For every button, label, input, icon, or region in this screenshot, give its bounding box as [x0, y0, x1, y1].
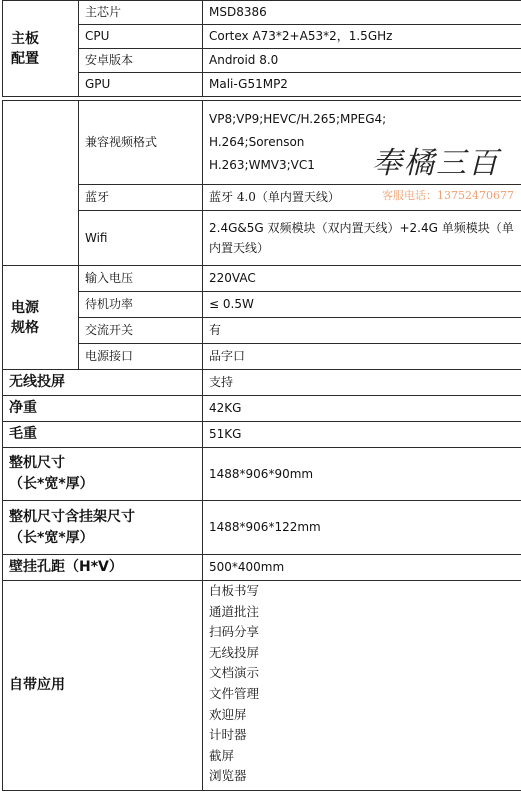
board-config-category: 主板 配置 — [3, 1, 79, 97]
spec-label-dimensions-bracket: 整机尺寸含挂架尺寸 （长*宽*厚） — [3, 501, 203, 555]
spec-value-wireless-cast: 支持 — [203, 370, 521, 396]
spec-value-dimensions-bracket: 1488*906*122mm — [203, 501, 521, 555]
bluetooth-label: 蓝牙 — [79, 185, 203, 211]
spec-value-gross-weight: 51KG — [203, 422, 521, 448]
app-item: 文件管理 — [209, 685, 260, 701]
app-item: 无线投屏 — [209, 644, 260, 660]
power-label-ac-switch: 交流开关 — [79, 318, 203, 344]
app-item: 白板书写 — [209, 583, 260, 598]
watermark-title: 奉橘三百 — [372, 146, 500, 181]
spec-value-net-weight: 42KG — [203, 396, 521, 422]
power-value-voltage: 220VAC — [203, 266, 521, 292]
spec-value-dimensions: 1488*906*90mm — [203, 448, 521, 501]
power-label-voltage: 输入电压 — [79, 266, 203, 292]
board-value-android: Android 8.0 — [203, 49, 521, 73]
spec-label-gross-weight: 毛重 — [3, 422, 203, 448]
video-format-label: 兼容视频格式 — [79, 101, 203, 185]
board-value-chip: MSD8386 — [203, 1, 521, 25]
app-item: 通道批注 — [209, 603, 260, 619]
board-value-gpu: Mali-G51MP2 — [203, 73, 521, 97]
wifi-value: 2.4G&5G 双频模块（双内置天线）+2.4G 单频模块（单内置天线） — [203, 211, 521, 266]
media-category — [3, 101, 79, 266]
bluetooth-value: 蓝牙 4.0（单内置天线） — [203, 185, 521, 211]
board-label-gpu: GPU — [79, 73, 203, 97]
apps-label: 自带应用 — [3, 581, 203, 791]
board-label-chip: 主芯片 — [79, 1, 203, 25]
watermark-contact: 客服电话：13752470677 — [382, 189, 514, 202]
power-category: 电源 规格 — [3, 266, 79, 370]
power-value-ac-switch: 有 — [203, 318, 521, 344]
app-item: 文档演示 — [209, 665, 260, 681]
shop-watermark — [372, 147, 521, 217]
app-item: 欢迎屏 — [209, 706, 247, 722]
apps-list — [203, 581, 521, 791]
app-item: 计时器 — [209, 727, 247, 743]
wifi-label: Wifi — [79, 211, 203, 266]
board-label-cpu: CPU — [79, 25, 203, 49]
app-item: 截屏 — [209, 747, 235, 763]
spec-label-dimensions: 整机尺寸 （长*宽*厚） — [3, 448, 203, 501]
power-label-connector: 电源接口 — [79, 344, 203, 370]
board-config-table — [2, 0, 521, 97]
spec-value-mount-holes: 500*400mm — [203, 555, 521, 581]
spec-label-net-weight: 净重 — [3, 396, 203, 422]
app-item: 浏览器 — [209, 768, 247, 784]
power-value-connector: 品字口 — [203, 344, 521, 370]
spec-label-wireless-cast: 无线投屏 — [3, 370, 203, 396]
app-item: 扫码分享 — [209, 624, 260, 640]
board-label-android: 安卓版本 — [79, 49, 203, 73]
power-label-standby: 待机功率 — [79, 292, 203, 318]
video-format-value: VP8;VP9;HEVC/H.265;MPEG4; H.264;Sorenson H.263;WMV3;VC1 — [203, 101, 521, 185]
power-value-standby: ≤ 0.5W — [203, 292, 521, 318]
board-value-cpu: Cortex A73*2+A53*2，1.5GHz — [203, 25, 521, 49]
spec-label-mount-holes: 壁挂孔距（H*V） — [3, 555, 203, 581]
